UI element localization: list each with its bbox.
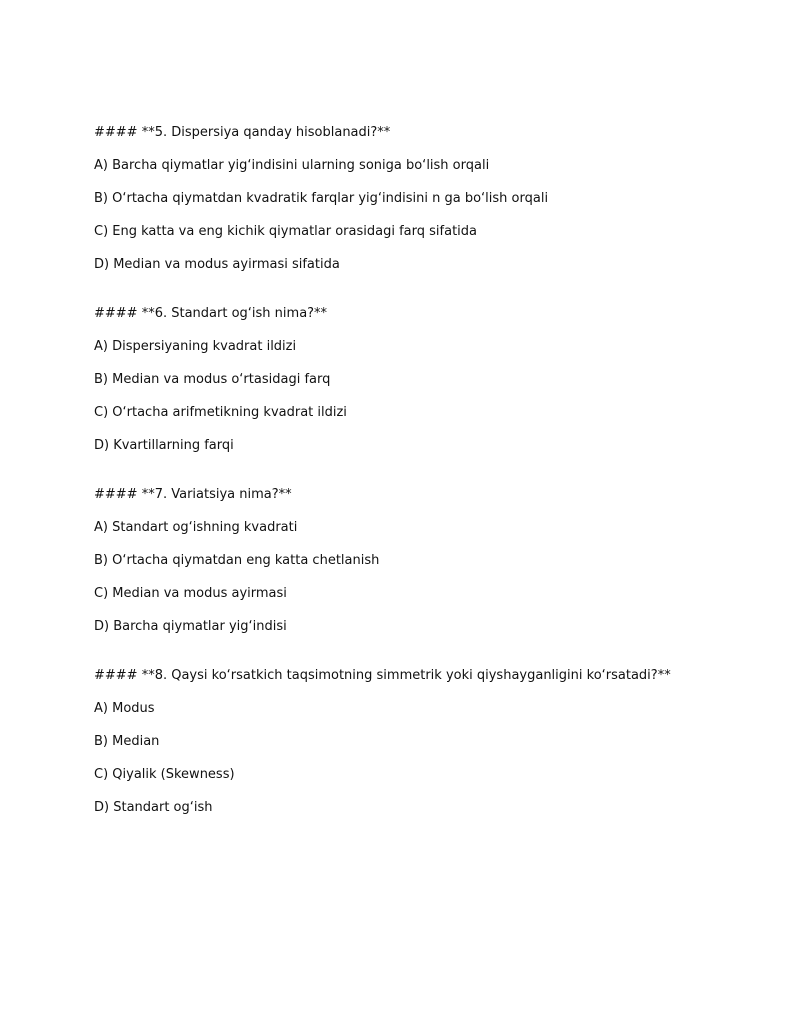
option-b: B) O‘rtacha qiymatdan eng katta chetlanish	[94, 553, 380, 568]
question-heading: #### **8. Qaysi ko‘rsatkich taqsimotning simmetrik yoki qiyshayganligini ko‘rsatadi?**	[94, 668, 671, 683]
question-8	[94, 668, 754, 816]
question-6	[94, 306, 754, 454]
option-d: D) Kvartillarning farqi	[94, 438, 234, 453]
option-a: A) Dispersiyaning kvadrat ildizi	[94, 339, 297, 354]
option-b: B) Median va modus o‘rtasidagi farq	[94, 372, 331, 387]
question-5	[94, 125, 754, 273]
option-c: C) Qiyalik (Skewness)	[94, 767, 235, 782]
document-content	[94, 125, 754, 849]
option-a: A) Barcha qiymatlar yig‘indisini ularning soniga bo‘lish orqali	[94, 158, 490, 173]
option-c: C) Median va modus ayirmasi	[94, 586, 287, 601]
option-c: C) O‘rtacha arifmetikning kvadrat ildizi	[94, 405, 347, 420]
option-a: A) Modus	[94, 701, 155, 716]
question-heading: #### **6. Standart og‘ish nima?**	[94, 306, 328, 321]
option-b: B) Median	[94, 734, 160, 749]
question-7	[94, 487, 754, 635]
question-heading: #### **7. Variatsiya nima?**	[94, 487, 292, 502]
option-c: C) Eng katta va eng kichik qiymatlar orasidagi farq sifatida	[94, 224, 477, 239]
option-a: A) Standart og‘ishning kvadrati	[94, 520, 298, 535]
option-d: D) Barcha qiymatlar yig‘indisi	[94, 619, 287, 634]
option-d: D) Median va modus ayirmasi sifatida	[94, 257, 340, 272]
option-b: B) O‘rtacha qiymatdan kvadratik farqlar yig‘indisini n ga bo‘lish orqali	[94, 191, 549, 206]
option-d: D) Standart og‘ish	[94, 800, 213, 815]
question-heading: #### **5. Dispersiya qanday hisoblanadi?**	[94, 125, 391, 140]
